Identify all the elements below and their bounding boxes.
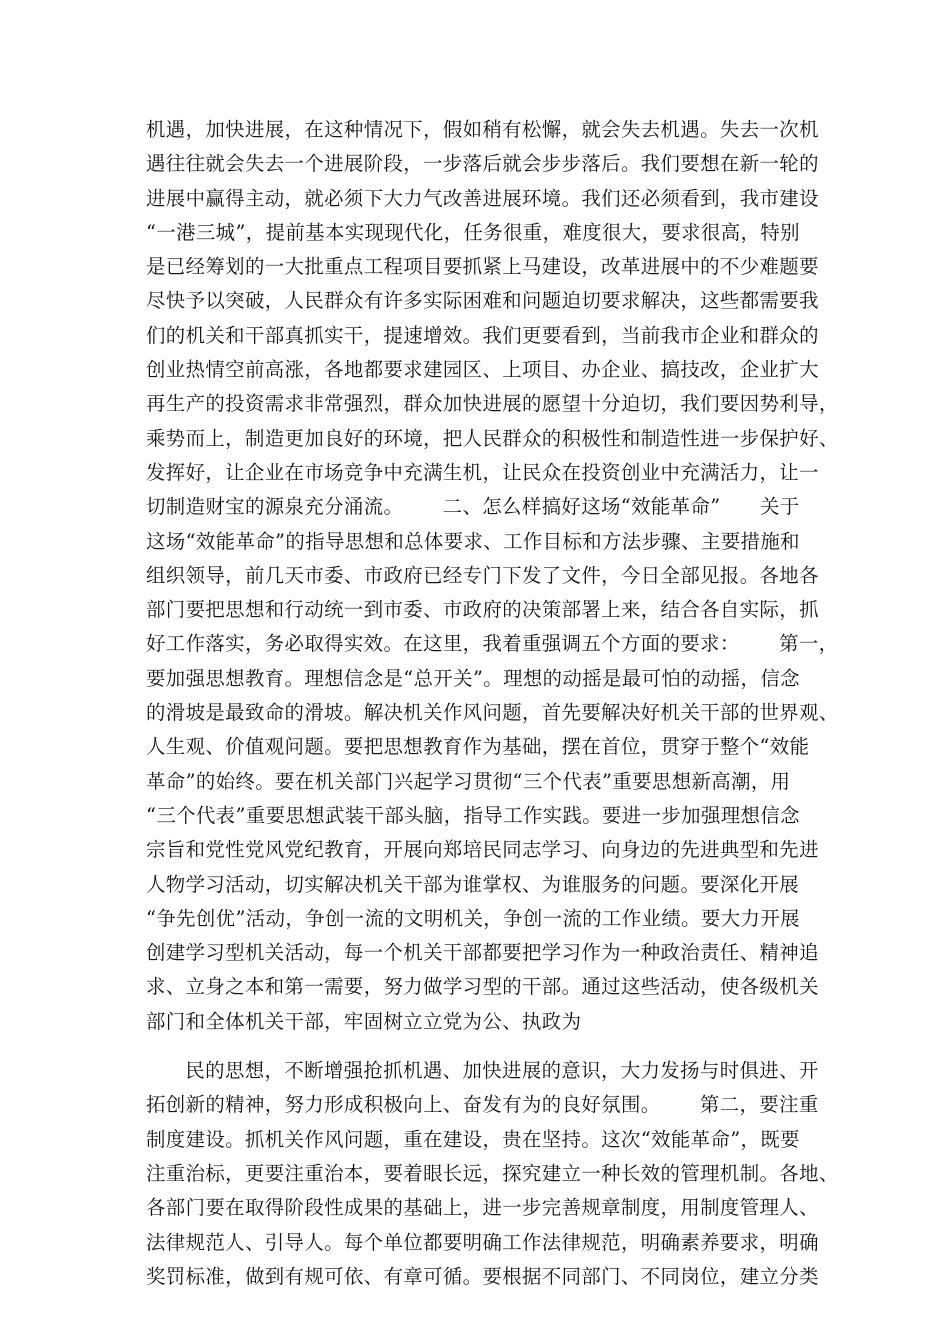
text-line: 创建学习型机关活动，每一个机关干部都要把学习作为一种政治责任、精神追: [146, 941, 819, 965]
text-line: “争先创优”活动，争创一流的文明机关，争创一流的工作业绩。要大力开展: [146, 906, 800, 930]
text-line: 奖罚标准，做到有规可依、有章可循。要根据不同部门、不同岗位，建立分类: [146, 1264, 819, 1288]
text-line: 注重治标，更要注重治本，要着眼长远，探究建立一种长效的管理机制。各地、: [146, 1161, 839, 1185]
text-line: 进展中赢得主动，就必须下大力气改善进展环境。我们还必须看到，我市建设: [146, 186, 819, 210]
text-line: 发挥好，让企业在市场竞争中充满生机，让民众在投资创业中充满活力，让一: [146, 460, 819, 484]
text-line: 这场“效能革命”的指导思想和总体要求、工作目标和方法步骤、主要措施和: [146, 529, 800, 553]
text-line: 法律规范人、引导人。每个单位都要明确工作法律规范，明确素养要求，明确: [146, 1230, 819, 1254]
text-line: 拓创新的精神，努力形成积极向上、奋发有为的良好氛围。 第二，要注重: [146, 1093, 819, 1117]
document-body: [146, 113, 839, 1294]
text-line: “三个代表”重要思想武装干部头脑，指导工作实践。要进一步加强理想信念: [146, 803, 800, 827]
text-line: 各部门要在取得阶段性成果的基础上，进一步完善规章制度，用制度管理人、: [146, 1196, 819, 1220]
text-line: 创业热情空前高涨，各地都要求建园区、上项目、办企业、搞技改，企业扩大: [146, 358, 819, 382]
text-line: 乘势而上，制造更加良好的环境，把人民群众的积极性和制造性进一步保护好、: [146, 426, 839, 450]
text-line: 民的思想，不断增强抢抓机遇、加快进展的意识，大力发扬与时俱进、开: [146, 1059, 819, 1083]
text-line: 部门要把思想和行动统一到市委、市政府的决策部署上来，结合各自实际，抓: [146, 598, 819, 622]
text-line: 宗旨和党性党风党纪教育，开展向郑培民同志学习、向身边的先进典型和先进: [146, 838, 819, 862]
text-line: 组织领导，前几天市委、市政府已经专门下发了文件，今日全部见报。各地各: [146, 563, 819, 587]
text-line: 机遇，加快进展，在这种情况下，假如稍有松懈，就会失去机遇。失去一次机: [146, 118, 819, 141]
text-line: 人生观、价值观问题。要把思想教育作为基础，摆在首位，贯穿于整个“效能: [146, 735, 810, 759]
text-line: 求、立身之本和第一需要，努力做学习型的干部。通过这些活动，使各级机关: [146, 975, 819, 999]
text-line: 人物学习活动，切实解决机关干部为谁掌权、为谁服务的问题。要深化开展: [146, 872, 800, 896]
text-line: 的滑坡是最致命的滑坡。解决机关作风问题，首先要解决好机关干部的世界观、: [146, 701, 839, 725]
text-line: “一港三城”，提前基本实现现代化，任务很重，难度很大，要求很高，特别: [146, 220, 800, 244]
text-line: 切制造财宝的源泉充分涌流。 二、怎么样搞好这场“效能革命” 关于: [146, 495, 800, 519]
text-line: 制度建设。抓机关作风问题，重在建设，贵在坚持。这次“效能革命”，既要: [146, 1127, 800, 1151]
text-line: 部门和全体机关干部，牢固树立立党为公、执政为: [146, 1009, 582, 1033]
paragraph-gap: [146, 1039, 806, 1054]
text-line: 们的机关和干部真抓实干，提速增效。我们更要看到，当前我市企业和群众的: [146, 323, 819, 347]
text-line: 要加强思想教育。理想信念是“总开关”。理想的动摇是最可怕的动摇，信念: [146, 666, 800, 690]
text-line: 好工作落实，务必取得实效。在这里，我着重强调五个方面的要求： 第一，: [146, 632, 839, 656]
text-line: 遇往往就会失去一个进展阶段，一步落后就会步步落后。我们要想在新一轮的: [146, 152, 819, 176]
text-line: 是已经筹划的一大批重点工程项目要抓紧上马建设，改革进展中的不少难题要: [146, 255, 819, 279]
text-line: 革命”的始终。要在机关部门兴起学习贯彻“三个代表”重要思想新高潮，用: [146, 769, 791, 793]
text-line: 尽快予以突破，人民群众有许多实际困难和问题迫切要求解决，这些都需要我: [146, 289, 819, 313]
text-line: 再生产的投资需求非常强烈，群众加快进展的愿望十分迫切，我们要因势利导，: [146, 392, 839, 416]
